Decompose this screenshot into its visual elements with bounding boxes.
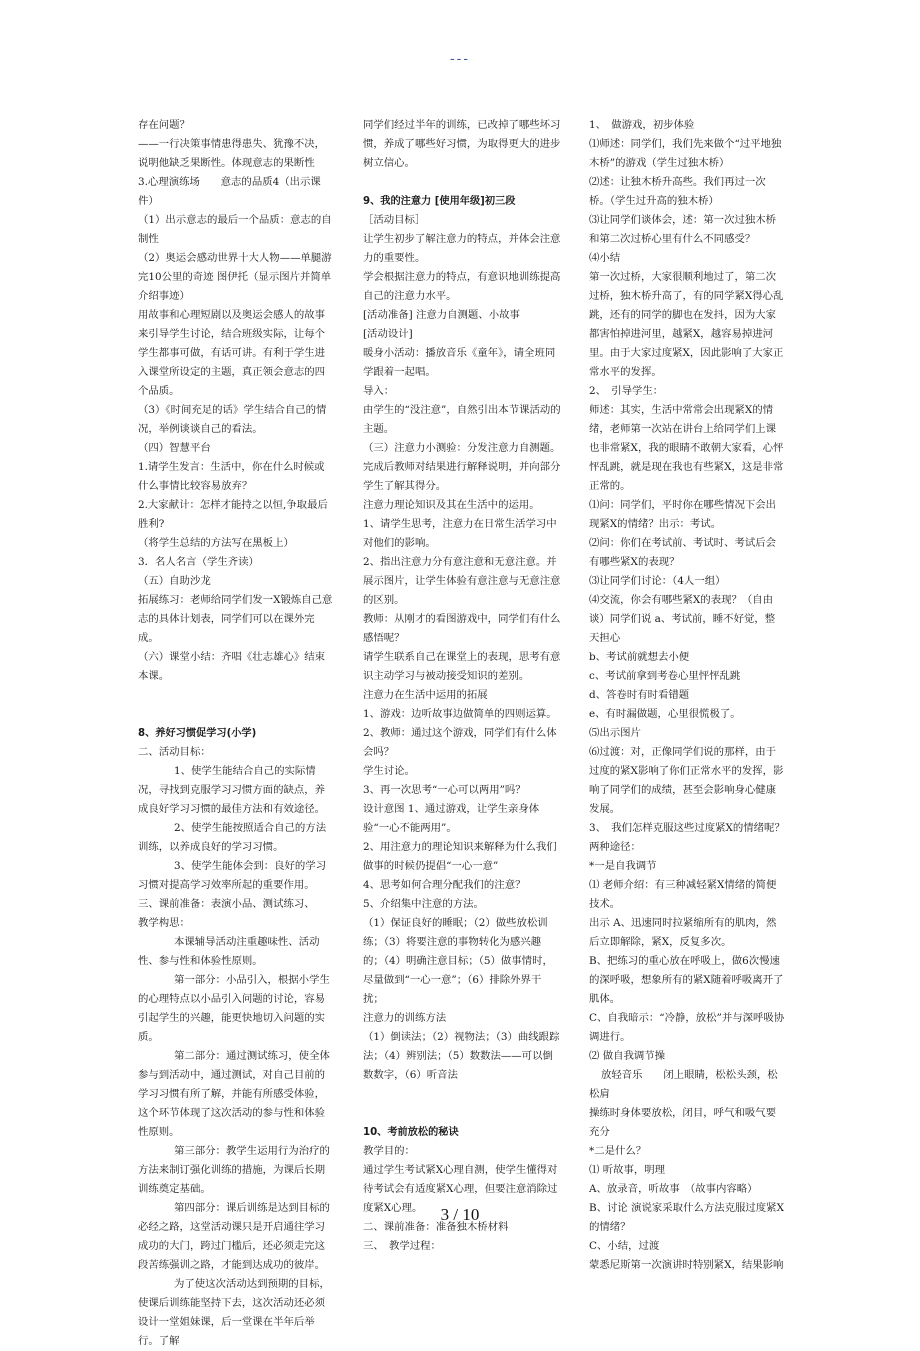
paragraph: ⑶让同学们谈体会，述：第一次过独木桥和第二次过桥心里有什么不同感受？ xyxy=(589,214,777,245)
paragraph: 二、活动目标： xyxy=(138,746,211,758)
paragraph: 由学生的“没注意”，自然引出本节课活动的主题。 xyxy=(363,404,561,435)
paragraph: 存在问题？ xyxy=(138,119,190,131)
paragraph: 2、用注意力的理论知识来解释为什么我们做事的时候仍提倡“一心一意” xyxy=(363,841,557,872)
paragraph: B、讨论 演说家采取什么方法克服过度紧X的情绪？ xyxy=(589,1202,784,1233)
paragraph: 第二部分：通过测试练习，使全体参与到活动中，通过测试，对自己目前的学习习惯有所了解，并能有所感受体验，这个环节体现了这次活动的参与性和体验性原则。 xyxy=(138,1050,330,1138)
page-number: 3 / 10 xyxy=(440,1205,480,1224)
paragraph: d、答卷时有时看错题 xyxy=(589,689,690,701)
text-column-middle xyxy=(363,116,561,1256)
paragraph: 暖身小活动：播放音乐《童年》，请全班同学跟着一起唱。 xyxy=(363,347,556,378)
paragraph xyxy=(363,173,561,192)
paragraph: ⑶让同学们讨论：（4人一组） xyxy=(589,575,726,587)
paragraph: [活动设计] xyxy=(363,328,413,340)
paragraph: 注意力在生活中运用的拓展 xyxy=(363,689,488,701)
paragraph: 学生讨论。 xyxy=(363,765,415,777)
paragraph: 2、指出注意力分有意注意和无意注意。并展示图片，让学生体验有意注意与无意注意的区别。 xyxy=(363,556,561,606)
paragraph: ⑷交流，你会有哪些紧X的表现？（自由谈）同学们说 a、考试前，睡不好觉，整天担心 xyxy=(589,594,776,644)
paragraph: 3、 我们怎样克服这些过度紧X的情绪呢？两种途径： xyxy=(589,822,785,853)
paragraph: 教学构思： xyxy=(138,917,190,929)
paragraph xyxy=(138,686,334,705)
paragraph: 三、课前准备：表演小品、测试练习、 xyxy=(138,898,315,910)
paragraph: （六）课堂小结：齐唱《壮志雄心》结束本课。 xyxy=(138,651,326,682)
paragraph: 3．名人名言（学生齐读） xyxy=(138,556,259,568)
paragraph xyxy=(138,705,334,724)
paragraph: ⑵ 做自我调节操 xyxy=(589,1050,666,1062)
paragraph: （四）智慧平台 xyxy=(138,442,211,454)
paragraph: （三）注意力小测验：分发注意力自测题。完成后教师对结果进行解释说明，并向部分学生了解其得分。 xyxy=(363,442,561,492)
paragraph: （2）奥运会感动世界十大人物——单腿游完10公里的奇迹 图伊托（显示图片并简单介绍事迹） xyxy=(138,252,332,302)
paragraph: 操练时身体要放松，闭目，呼气和吸气要充分 xyxy=(589,1107,777,1138)
paragraph: 1、使学生能结合自己的实际情况，寻找到克服学习习惯方面的缺点，养成良好学习习惯的最佳方法和有效途径。 xyxy=(138,765,326,815)
paragraph: 用故事和心理短剧以及奥运会感人的故事来引导学生讨论，结合班级实际，让每个学生都事可做，有话可讲。有利于学生进入课堂所设定的主题，真正领会意志的四个品质。 xyxy=(138,309,326,397)
paragraph: [活动准备] 注意力自测题、小故事 xyxy=(363,309,520,321)
paragraph: 2、使学生能按照适合自己的方法训练，以养成良好的学习习惯。 xyxy=(138,822,327,853)
paragraph: 教学目的： xyxy=(363,1145,415,1157)
paragraph: A、放录音，听故事 （故事内容略） xyxy=(589,1183,758,1195)
paragraph: 通过学生考试紧X心理自测，使学生懂得对待考试会有适度紧X心理，但要注意消除过度紧X心理。 xyxy=(363,1164,558,1214)
paragraph: （1）出示意志的最后一个品质：意志的自制性 xyxy=(138,214,332,245)
paragraph: 3、使学生能体会到：良好的学习习惯对提高学习效率所起的重要作用。 xyxy=(138,860,327,891)
paragraph: 第三部分：教学生运用行为治疗的方法来制订强化训练的措施，为课后长期训练奠定基础。 xyxy=(138,1145,330,1195)
paragraph: 教师：从刚才的看图游戏中，同学们有什么感悟呢？ xyxy=(363,613,561,644)
paragraph: 拓展练习：老师给同学们发一X锻炼自己意志的具体计划表，同学们可以在课外完成。 xyxy=(138,594,333,644)
paragraph: 3、再一次思考“一心可以两用”吗？ xyxy=(363,784,526,796)
paragraph: *二是什么？ xyxy=(589,1145,647,1157)
text-column-left xyxy=(138,116,334,1351)
header-mark: --- xyxy=(449,52,471,67)
paragraph: C、小结，过渡 xyxy=(589,1240,660,1252)
paragraph: *一是自我调节 xyxy=(589,860,657,872)
paragraph: 1、 做游戏，初步体验 xyxy=(589,119,695,131)
paragraph: 导入： xyxy=(363,385,395,397)
paragraph xyxy=(363,1104,561,1123)
paragraph: 让学生初步了解注意力的特点，并体会注意力的重要性。 xyxy=(363,233,561,264)
paragraph: 三、 教学过程： xyxy=(363,1240,441,1252)
paragraph: e、有时漏做题，心里很慌极了。 xyxy=(589,708,741,720)
paragraph: （1）保证良好的睡眠；（2）做些放松训练；（3）将要注意的事物转化为感兴趣的；（4）明确注意目标；（5）做事情时，尽量做到“一心一意”；（6）排除外界干扰； xyxy=(363,917,553,1005)
paragraph: （1）倒读法；（2）视物法；（3）曲线跟踪法；（4）辨别法；（5）数数法——可以倒数数字，（6）听音法 xyxy=(363,1031,560,1081)
paragraph: B、把练习的重心放在呼吸上，做6次慢速的深呼吸，想象所有的紧X随着呼吸离开了肌体。 xyxy=(589,955,784,1005)
section-heading: 8、养好习惯促学习(小学) xyxy=(138,728,257,739)
paragraph: 放轻音乐 闭上眼睛，松松头颈，松松肩 xyxy=(589,1069,778,1100)
paragraph: 3.心理演练场 意志的品质4（出示课件） xyxy=(138,176,321,207)
paragraph: 师述：其实，生活中常常会出现紧X的情绪，老师第一次站在讲台上给同学们上课也非常紧X，我的眼睛不敢朝大家看，心怦怦乱跳，就是现在我也有些紧X，这是非常正常的。 xyxy=(589,404,784,492)
paragraph: 2、教师：通过这个游戏，同学们有什么体会吗？ xyxy=(363,727,557,758)
paragraph: 注意力理论知识及其在生活中的运用。 xyxy=(363,499,540,511)
paragraph: ⑴ 听故事，明理 xyxy=(589,1164,666,1176)
paragraph: （五）自助沙龙 xyxy=(138,575,211,587)
paragraph: 学会根据注意力的特点，有意识地训练提高自己的注意力水平。 xyxy=(363,271,561,302)
paragraph: 同学们经过半年的训练，已改掉了哪些坏习惯，养成了哪些好习惯，为取得更大的进步树立信心。 xyxy=(363,119,561,169)
paragraph: 本课辅导活动注重趣味性、活动性、参与性和体验性原则。 xyxy=(138,936,320,967)
paragraph: 1.请学生发言：生活中，你在什么时候或什么事情比较容易放弃？ xyxy=(138,461,325,492)
section-heading: 10、考前放松的秘诀 xyxy=(363,1127,459,1138)
paragraph: 1、游戏：边听故事边做简单的四则运算。 xyxy=(363,708,557,720)
paragraph: ——一行决策事情患得患失、犹豫不决，说明他缺乏果断性。体现意志的果断性 xyxy=(138,138,326,169)
paragraph: 请学生联系自己在课堂上的表现，思考有意识主动学习与被动接受知识的差别。 xyxy=(363,651,561,682)
paragraph: ⑴问：同学们，平时你在哪些情况下会出现紧X的情绪？出示：考试。 xyxy=(589,499,777,530)
paragraph: （3）《时间充足的话》学生结合自己的情况，举例谈谈自己的看法。 xyxy=(138,404,327,435)
paragraph: 设计意图 1、通过游戏，让学生亲身体验“一心不能两用”。 xyxy=(363,803,540,834)
paragraph: ［活动目标］ xyxy=(363,214,426,226)
paragraph: 为了使这次活动达到预期的目标，使课后训练能坚持下去，这次活动还必须设计一堂姐妹课，后一堂课在半年后举行。了解 xyxy=(138,1278,330,1347)
paragraph: 出示 A、迅速同时拉紧缩所有的肌肉，然后立即解除，紧X，反复多次。 xyxy=(589,917,777,948)
paragraph: 注意力的训练方法 xyxy=(363,1012,447,1024)
paragraph: 5、介绍集中注意的方法。 xyxy=(363,898,484,910)
paragraph: 2、 引导学生： xyxy=(589,385,664,397)
section-heading: 9、我的注意力 [使用年级]初三段 xyxy=(363,196,516,207)
paragraph: 4、思考如何合理分配我们的注意？ xyxy=(363,879,526,891)
paragraph: C、自我暗示：“冷静，放松”并与深呼吸协调进行。 xyxy=(589,1012,785,1043)
paragraph: ⑸出示图片 xyxy=(589,727,641,739)
paragraph: ⑷小结 xyxy=(589,252,621,264)
paragraph: 2.大家献计：怎样才能持之以恒,争取最后胜利? xyxy=(138,499,328,530)
paragraph: ⑴师述：同学们，我们先来做个“过平地独木桥”的游戏（学生过独木桥） xyxy=(589,138,782,169)
paragraph: 1、请学生思考，注意力在日常生活学习中对他们的影响。 xyxy=(363,518,557,549)
paragraph: 蒙悉尼斯第一次演讲时特别紧X，结果影响 xyxy=(589,1259,784,1271)
paragraph: ⑵问：你们在考试前、考试时、考试后会有哪些紧X的表现？ xyxy=(589,537,777,568)
paragraph: ⑴ 老师介绍：有三种减轻紧X情绪的简便技术。 xyxy=(589,879,777,910)
paragraph: （将学生总结的方法写在黑板上） xyxy=(138,537,294,549)
paragraph: 第四部分：课后训练是达到目标的必经之路，这堂活动课只是开启通往学习成功的大门，跨过门槛后，还必须走完这段苦练强训之路，才能到达成功的彼岸。 xyxy=(138,1202,330,1271)
paragraph: c、考试前拿到考卷心里怦怦乱跳 xyxy=(589,670,741,682)
paragraph: 第一部分：小品引入，根据小学生的心理特点以小品引入问题的讨论，容易引起学生的兴趣，能更快地切入问题的实质。 xyxy=(138,974,330,1043)
paragraph: ⑹过渡：对，正像同学们说的那样，由于过度的紧X影响了你们正常水平的发挥，影响了同学们的成绩，甚至会影响身心健康发展。 xyxy=(589,746,784,815)
paragraph: 第一次过桥，大家很顺利地过了，第二次过桥，独木桥升高了，有的同学紧X得心乱跳，还有的同学的脚也在发抖，因为大家都害怕掉进河里，越紧X，越容易掉进河里。由于大家过度紧X，因此影响了大家正常水平的发挥。 xyxy=(589,271,784,378)
paragraph: ⑵述：让独木桥升高些。我们再过一次桥。（学生过升高的独木桥） xyxy=(589,176,766,207)
paragraph: 二、课前准备：准备独木桥材料 xyxy=(363,1221,509,1233)
text-column-right xyxy=(589,116,785,1275)
paragraph: b、考试前就想去小便 xyxy=(589,651,690,663)
paragraph xyxy=(363,1085,561,1104)
